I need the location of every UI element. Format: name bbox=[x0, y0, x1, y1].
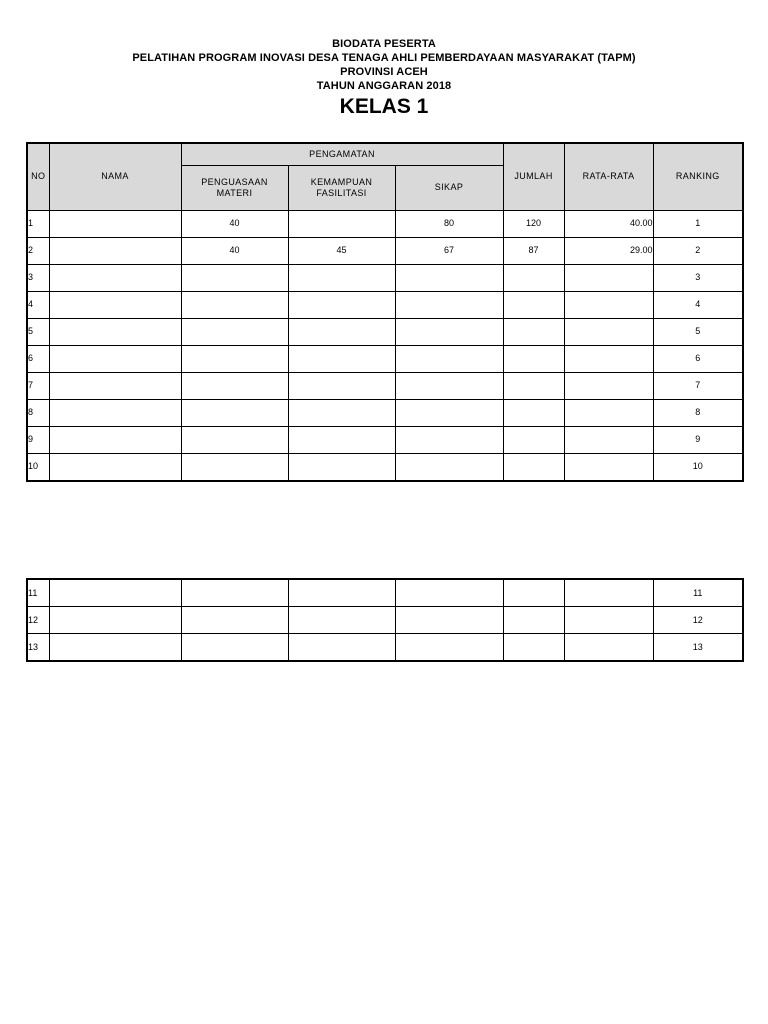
cell-ranking: 12 bbox=[653, 607, 743, 634]
cell-ranking: 7 bbox=[653, 372, 743, 399]
cell-ranking: 3 bbox=[653, 264, 743, 291]
cell-ranking: 11 bbox=[653, 579, 743, 607]
table-row bbox=[27, 318, 743, 345]
province-label: PROVINSI ACEH bbox=[340, 66, 428, 78]
cell-rata-rata bbox=[564, 372, 653, 399]
cell-no: 1 bbox=[27, 210, 49, 237]
cell-kemampuan bbox=[288, 426, 395, 453]
cell-nama bbox=[49, 453, 181, 481]
cell-jumlah bbox=[503, 634, 564, 662]
table-row bbox=[27, 579, 743, 607]
cell-rata-rata bbox=[564, 453, 653, 481]
header-jumlah: JUMLAH bbox=[503, 143, 564, 210]
cell-rata-rata bbox=[564, 607, 653, 634]
table-row bbox=[27, 399, 743, 426]
cell-kemampuan bbox=[288, 372, 395, 399]
cell-ranking: 10 bbox=[653, 453, 743, 481]
table-row bbox=[27, 372, 743, 399]
cell-kemampuan bbox=[288, 453, 395, 481]
cell-rata-rata bbox=[564, 345, 653, 372]
cell-rata-rata bbox=[564, 264, 653, 291]
cell-ranking: 1 bbox=[653, 210, 743, 237]
cell-jumlah bbox=[503, 453, 564, 481]
cell-sikap bbox=[395, 264, 503, 291]
cell-nama bbox=[49, 579, 181, 607]
table-row bbox=[27, 210, 743, 237]
cell-no: 10 bbox=[27, 453, 49, 481]
cell-penguasaan: 40 bbox=[181, 237, 288, 264]
program-title: PELATIHAN PROGRAM INOVASI DESA TENAGA AHLI PEMBERDAYAAN MASYARAKAT (TAPM) bbox=[132, 52, 636, 64]
cell-sikap: 80 bbox=[395, 210, 503, 237]
cell-kemampuan: 45 bbox=[288, 237, 395, 264]
cell-nama bbox=[49, 372, 181, 399]
cell-rata-rata bbox=[564, 426, 653, 453]
header-nama: NAMA bbox=[49, 143, 181, 210]
cell-kemampuan bbox=[288, 345, 395, 372]
cell-sikap bbox=[395, 318, 503, 345]
cell-penguasaan bbox=[181, 579, 288, 607]
cell-no: 6 bbox=[27, 345, 49, 372]
cell-sikap bbox=[395, 399, 503, 426]
cell-ranking: 9 bbox=[653, 426, 743, 453]
cell-kemampuan bbox=[288, 634, 395, 662]
cell-rata-rata: 40.00 bbox=[564, 210, 653, 237]
header-kemampuan-line1: KEMAMPUAN bbox=[310, 176, 373, 187]
table-row bbox=[27, 237, 743, 264]
cell-penguasaan bbox=[181, 318, 288, 345]
cell-sikap: 67 bbox=[395, 237, 503, 264]
cell-no: 9 bbox=[27, 426, 49, 453]
cell-penguasaan bbox=[181, 634, 288, 662]
cell-nama bbox=[49, 237, 181, 264]
cell-jumlah: 120 bbox=[503, 210, 564, 237]
cell-no: 7 bbox=[27, 372, 49, 399]
class-title: KELAS 1 bbox=[339, 95, 429, 118]
cell-kemampuan bbox=[288, 399, 395, 426]
cell-rata-rata bbox=[564, 579, 653, 607]
cell-penguasaan bbox=[181, 453, 288, 481]
cell-jumlah bbox=[503, 399, 564, 426]
table-row bbox=[27, 291, 743, 318]
table-row bbox=[27, 607, 743, 634]
cell-ranking: 5 bbox=[653, 318, 743, 345]
table-row bbox=[27, 634, 743, 662]
cell-no: 2 bbox=[27, 237, 49, 264]
cell-jumlah bbox=[503, 426, 564, 453]
cell-kemampuan bbox=[288, 318, 395, 345]
cell-nama bbox=[49, 210, 181, 237]
cell-sikap bbox=[395, 579, 503, 607]
cell-jumlah bbox=[503, 264, 564, 291]
cell-nama bbox=[49, 264, 181, 291]
cell-penguasaan bbox=[181, 607, 288, 634]
cell-kemampuan bbox=[288, 210, 395, 237]
document-header bbox=[0, 37, 768, 120]
cell-sikap bbox=[395, 345, 503, 372]
cell-no: 4 bbox=[27, 291, 49, 318]
cell-rata-rata: 29.00 bbox=[564, 237, 653, 264]
table-row bbox=[27, 345, 743, 372]
table-row bbox=[27, 264, 743, 291]
cell-no: 3 bbox=[27, 264, 49, 291]
cell-sikap bbox=[395, 453, 503, 481]
cell-penguasaan bbox=[181, 291, 288, 318]
cell-jumlah bbox=[503, 607, 564, 634]
cell-penguasaan bbox=[181, 399, 288, 426]
header-penguasaan-line1: PENGUASAAN bbox=[201, 176, 268, 187]
cell-ranking: 13 bbox=[653, 634, 743, 662]
cell-nama bbox=[49, 318, 181, 345]
cell-jumlah bbox=[503, 318, 564, 345]
cell-nama bbox=[49, 426, 181, 453]
cell-penguasaan: 40 bbox=[181, 210, 288, 237]
cell-nama bbox=[49, 634, 181, 662]
cell-jumlah bbox=[503, 372, 564, 399]
cell-kemampuan bbox=[288, 264, 395, 291]
cell-sikap bbox=[395, 372, 503, 399]
cell-no: 13 bbox=[27, 634, 49, 662]
header-penguasaan-line2: MATERI bbox=[216, 187, 253, 198]
header-rata-rata: RATA-RATA bbox=[564, 143, 653, 210]
cell-jumlah bbox=[503, 579, 564, 607]
cell-ranking: 8 bbox=[653, 399, 743, 426]
header-sikap: SIKAP bbox=[395, 165, 503, 210]
cell-penguasaan bbox=[181, 372, 288, 399]
cell-kemampuan bbox=[288, 607, 395, 634]
cell-sikap bbox=[395, 607, 503, 634]
cell-no: 8 bbox=[27, 399, 49, 426]
cell-penguasaan bbox=[181, 345, 288, 372]
table-row bbox=[27, 453, 743, 481]
cell-nama bbox=[49, 607, 181, 634]
cell-nama bbox=[49, 345, 181, 372]
participant-table bbox=[26, 142, 744, 482]
cell-sikap bbox=[395, 426, 503, 453]
cell-ranking: 4 bbox=[653, 291, 743, 318]
fiscal-year-label: TAHUN ANGGARAN 2018 bbox=[316, 80, 452, 92]
header-kemampuan-line2: FASILITASI bbox=[316, 187, 367, 198]
cell-penguasaan bbox=[181, 264, 288, 291]
header-penguasaan-materi bbox=[181, 165, 288, 210]
cell-sikap bbox=[395, 634, 503, 662]
cell-no: 5 bbox=[27, 318, 49, 345]
cell-jumlah: 87 bbox=[503, 237, 564, 264]
cell-penguasaan bbox=[181, 426, 288, 453]
cell-no: 11 bbox=[27, 579, 49, 607]
cell-ranking: 6 bbox=[653, 345, 743, 372]
cell-rata-rata bbox=[564, 291, 653, 318]
header-kemampuan-fasilitasi bbox=[288, 165, 395, 210]
document-title: BIODATA PESERTA bbox=[332, 38, 436, 50]
header-pengamatan: PENGAMATAN bbox=[181, 143, 503, 165]
cell-nama bbox=[49, 399, 181, 426]
cell-jumlah bbox=[503, 345, 564, 372]
participant-table-continued bbox=[26, 578, 744, 662]
cell-rata-rata bbox=[564, 399, 653, 426]
cell-sikap bbox=[395, 291, 503, 318]
cell-ranking: 2 bbox=[653, 237, 743, 264]
table-row bbox=[27, 426, 743, 453]
cell-rata-rata bbox=[564, 634, 653, 662]
cell-kemampuan bbox=[288, 291, 395, 318]
cell-no: 12 bbox=[27, 607, 49, 634]
header-ranking: RANKING bbox=[653, 143, 743, 210]
cell-jumlah bbox=[503, 291, 564, 318]
cell-rata-rata bbox=[564, 318, 653, 345]
header-no: NO bbox=[27, 143, 49, 210]
cell-nama bbox=[49, 291, 181, 318]
cell-kemampuan bbox=[288, 579, 395, 607]
